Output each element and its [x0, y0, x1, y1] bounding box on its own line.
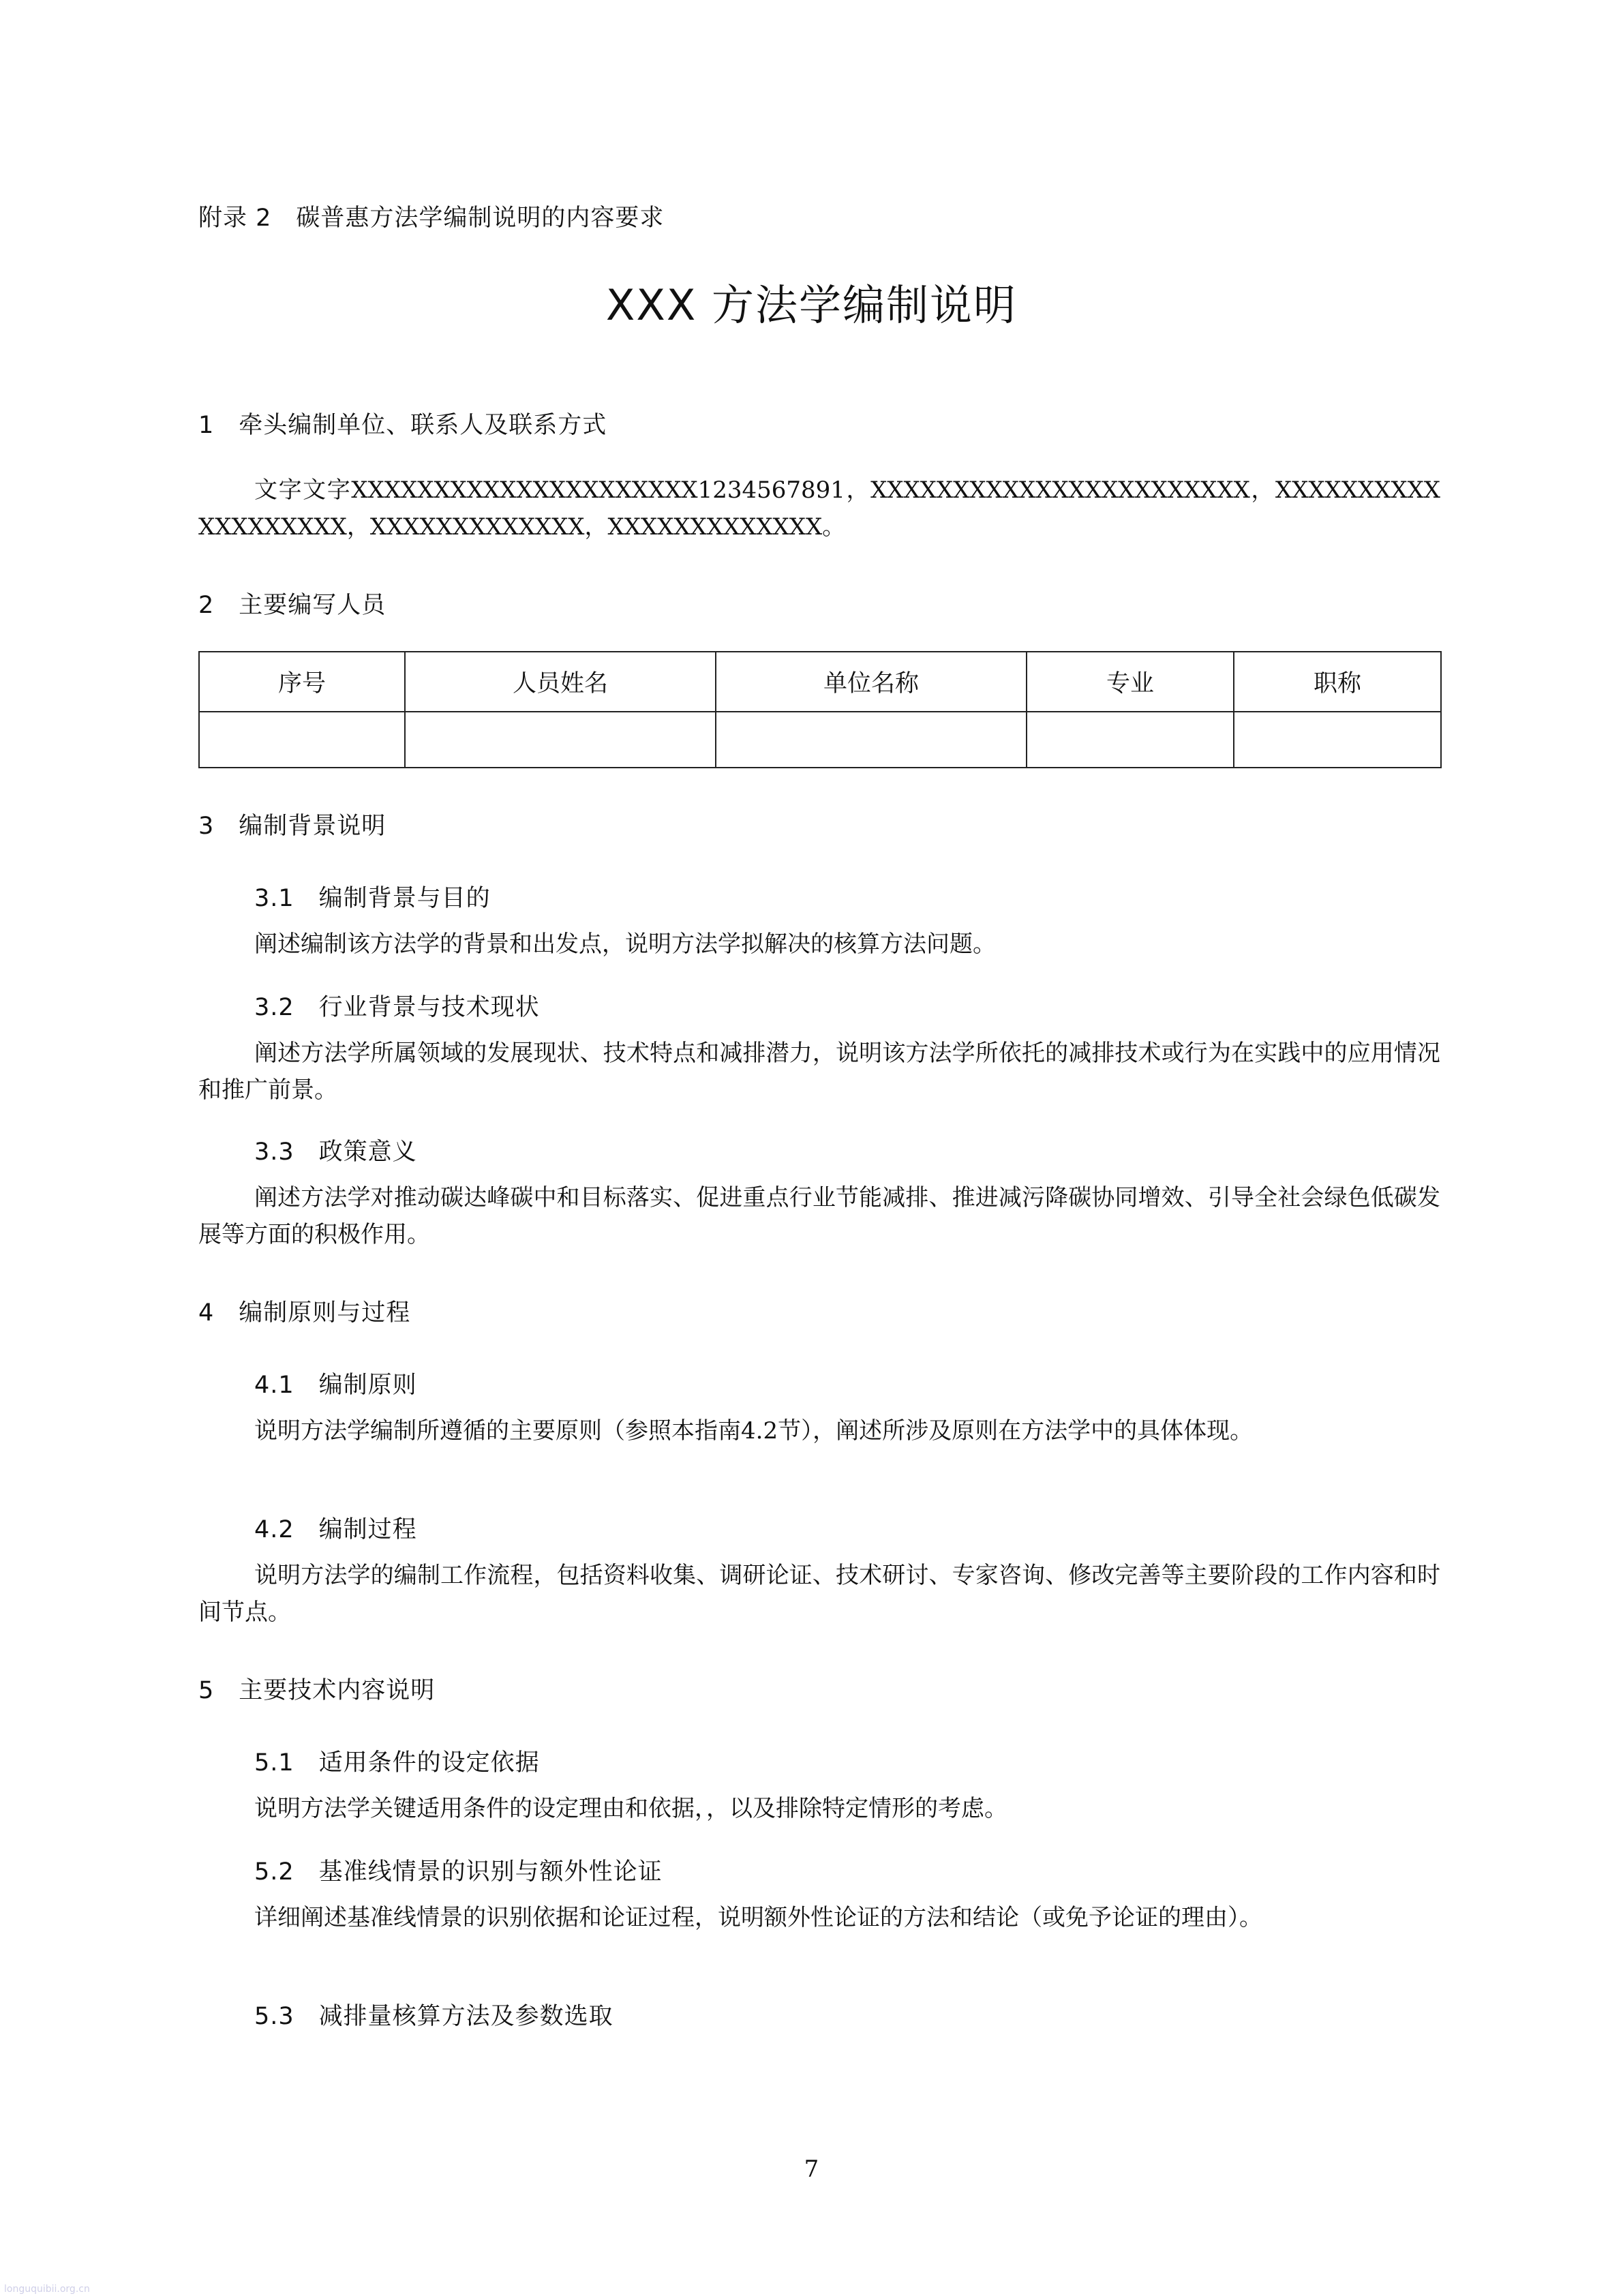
section-4-2-paragraph: 说明方法学的编制工作流程，包括资料收集、调研论证、技术研讨、专家咨询、修改完善等主要阶段的工作内容和时间节点。: [198, 1562, 1440, 1626]
section-5-1-heading: 5.1 适用条件的设定依据: [254, 1749, 540, 1777]
section-3-3-heading: 3.3 政策意义: [254, 1138, 417, 1166]
section-3-heading: 3 编制背景说明: [198, 813, 386, 840]
section-5-3-heading: 5.3 减排量核算方法及参数选取: [254, 2003, 613, 2030]
staff-table: [198, 651, 1442, 768]
section-2-heading: 2 主要编写人员: [198, 592, 386, 619]
table-header-row: [199, 652, 1441, 712]
header-cell-title: 职称: [1234, 652, 1441, 712]
header-cell-specialty: 专业: [1027, 652, 1234, 712]
header-cell-name: 人员姓名: [405, 652, 716, 712]
section-4-2-heading: 4.2 编制过程: [254, 1516, 417, 1543]
section-5-1-paragraph: 说明方法学关键适用条件的设定理由和依据，，以及排除特定情形的考虑。: [254, 1795, 1007, 1822]
table-row: [199, 712, 1441, 768]
section-5-2-heading: 5.2 基准线情景的识别与额外性论证: [254, 1858, 663, 1886]
header-cell-organization: 单位名称: [716, 652, 1027, 712]
header-cell-index: 序号: [199, 652, 405, 712]
section-3-2-paragraph: 阐述方法学所属领域的发展现状、技术特点和减排潜力，说明该方法学所依托的减排技术或行为在实践中的应用情况和推广前景。: [198, 1040, 1440, 1104]
section-3-3-paragraph: 阐述方法学对推动碳达峰碳中和目标落实、促进重点行业节能减排、推进减污降碳协同增效、引导全社会绿色低碳发展等方面的积极作用。: [198, 1184, 1440, 1248]
section-3-1-heading: 3.1 编制背景与目的: [254, 885, 491, 912]
appendix-title: 附录 2 碳普惠方法学编制说明的内容要求: [198, 205, 665, 232]
page-number: 7: [804, 2156, 819, 2183]
table-cell: [716, 712, 1027, 768]
section-3-1-paragraph: 阐述编制该方法学的背景和出发点，说明方法学拟解决的核算方法问题。: [254, 931, 996, 958]
table-cell: [1027, 712, 1234, 768]
section-5-heading: 5 主要技术内容说明: [198, 1677, 436, 1704]
table-cell: [1234, 712, 1441, 768]
section-4-1-paragraph: 说明方法学编制所遵循的主要原则（参照本指南4.2节），阐述所涉及原则在方法学中的具体体现。: [254, 1417, 1254, 1445]
table-cell: [199, 712, 405, 768]
document-title: XXX 方法学编制说明: [605, 280, 1018, 330]
section-1-paragraph: 文字文字XXXXXXXXXXXXXXXXXXXXX1234567891，XXXXXXXXXXXXXXXXXXXXXXX，XXXXXXXXXXXXXXXXXXX，XXXXXXXXXXXXX，XXXXXXXXXXXXX。: [198, 477, 1440, 541]
section-1-heading: 1 牵头编制单位、联系人及联系方式: [198, 412, 607, 439]
watermark-text: longuquibii.org.cn: [4, 2284, 90, 2295]
section-5-2-paragraph: 详细阐述基准线情景的识别依据和论证过程，说明额外性论证的方法和结论（或免予论证的理由）。: [254, 1904, 1262, 1931]
table-cell: [405, 712, 716, 768]
section-4-1-heading: 4.1 编制原则: [254, 1372, 417, 1399]
section-4-heading: 4 编制原则与过程: [198, 1299, 411, 1327]
section-3-2-heading: 3.2 行业背景与技术现状: [254, 994, 540, 1021]
